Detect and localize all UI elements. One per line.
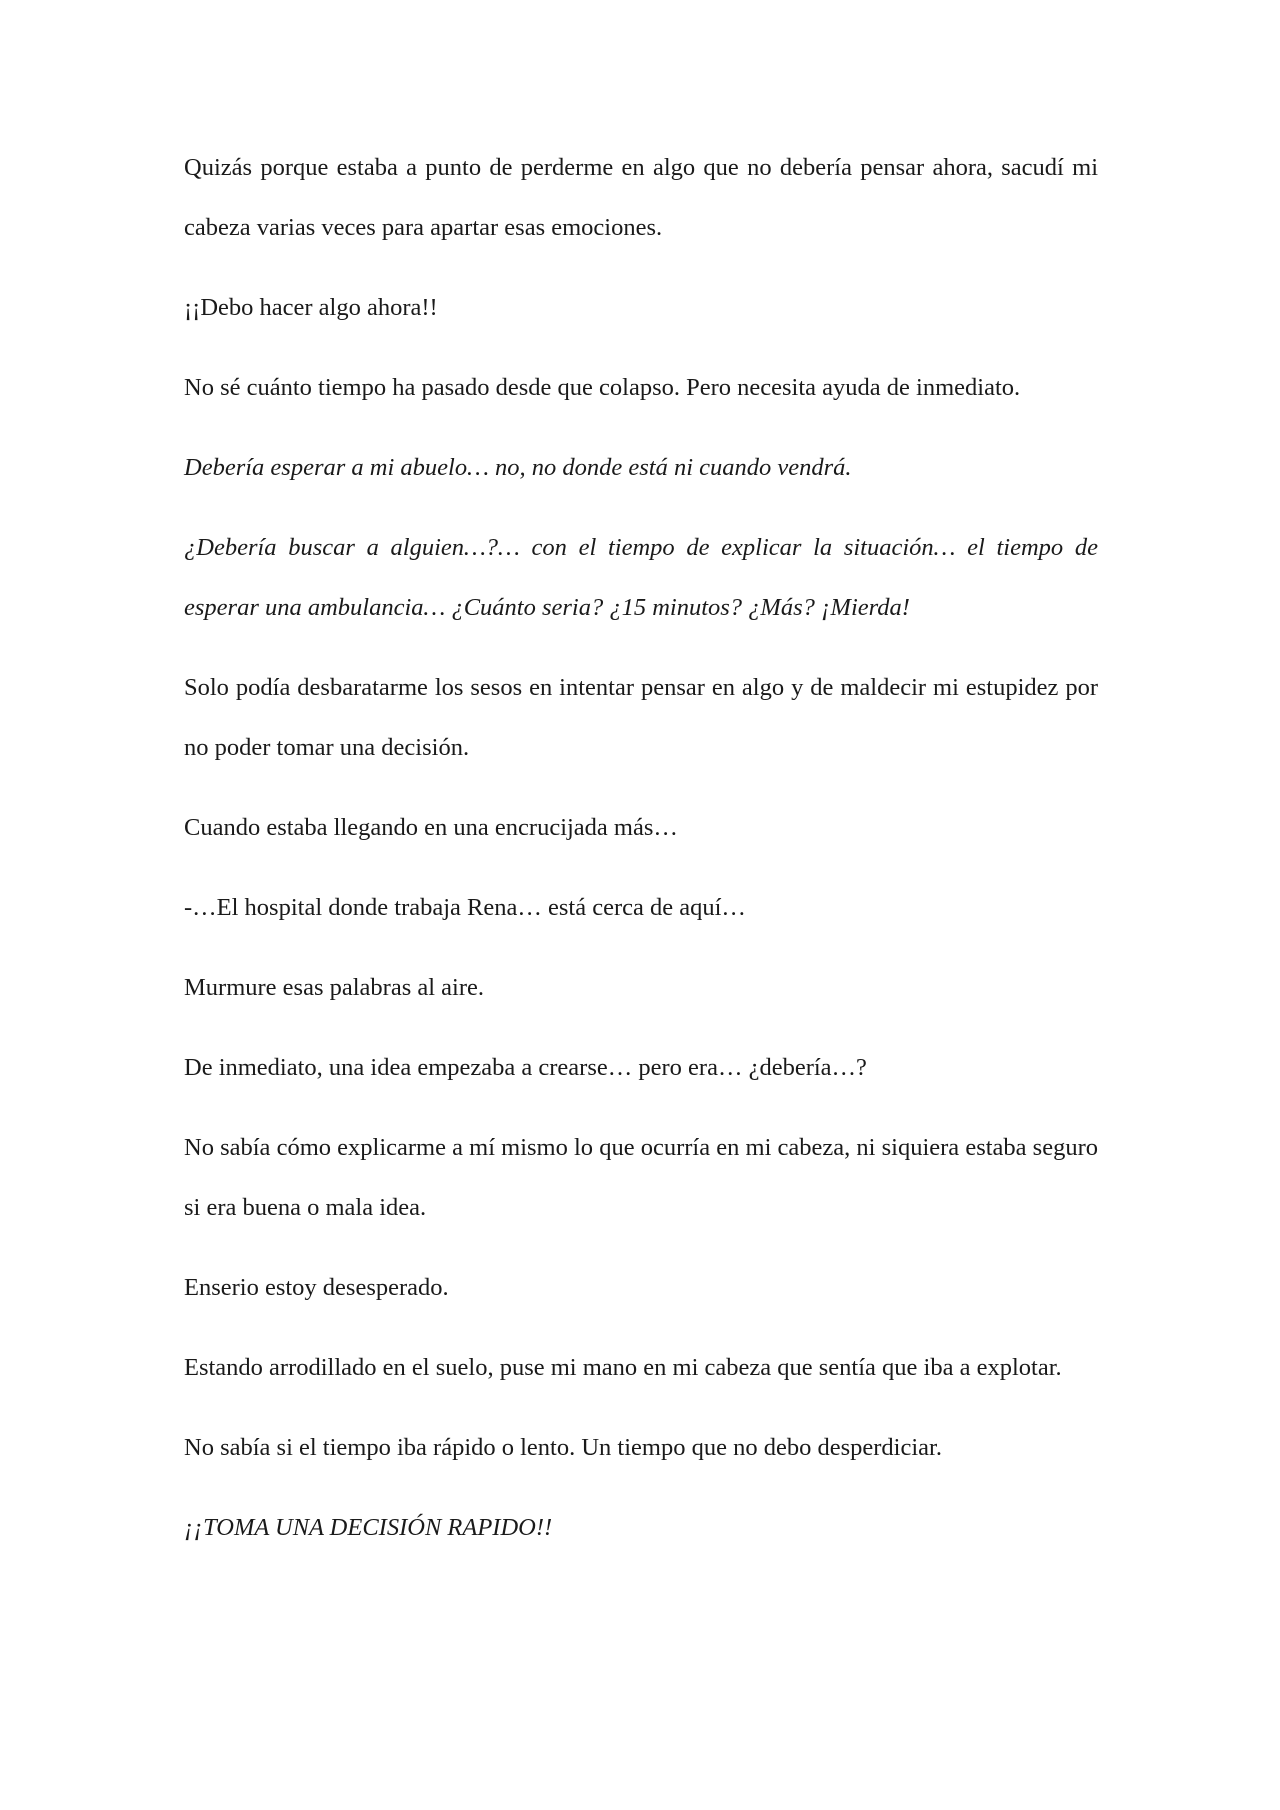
paragraph-10: De inmediato, una idea empezaba a crearse… pero era… ¿debería…?: [184, 1054, 867, 1081]
paragraph-7: Cuando estaba llegando en una encrucijada más…: [184, 814, 678, 841]
paragraph-8: -…El hospital donde trabaja Rena… está cerca de aquí…: [184, 894, 746, 921]
paragraph-14: No sabía si el tiempo iba rápido o lento. Un tiempo que no debo desperdiciar.: [184, 1434, 942, 1461]
paragraph-12: Enserio estoy desesperado.: [184, 1274, 449, 1301]
paragraph-6: Solo podía desbaratarme los sesos en intentar pensar en algo y de maldecir mi estupidez por no poder tomar una decisión.: [184, 674, 1098, 761]
paragraph-11: No sabía cómo explicarme a mí mismo lo que ocurría en mi cabeza, ni siquiera estaba seguro si era buena o mala idea.: [184, 1134, 1098, 1221]
paragraph-15: ¡¡TOMA UNA DECISIÓN RAPIDO!!: [184, 1514, 553, 1541]
paragraph-5: ¿Debería buscar a alguien…?… con el tiempo de explicar la situación… el tiempo de esperar una ambulancia… ¿Cuánto seria? ¿15 minutos? ¿Más? ¡Mierda!: [184, 534, 1098, 621]
paragraph-9: Murmure esas palabras al aire.: [184, 974, 484, 1001]
paragraph-3: No sé cuánto tiempo ha pasado desde que colapso. Pero necesita ayuda de inmediato.: [184, 374, 1021, 401]
document-body: [184, 138, 1098, 1558]
paragraph-4: Debería esperar a mi abuelo… no, no donde está ni cuando vendrá.: [184, 454, 852, 481]
paragraph-13: Estando arrodillado en el suelo, puse mi mano en mi cabeza que sentía que iba a explotar.: [184, 1354, 1062, 1381]
paragraph-1: Quizás porque estaba a punto de perderme en algo que no debería pensar ahora, sacudí mi cabeza varias veces para apartar esas emociones.: [184, 154, 1098, 241]
paragraph-2: ¡¡Debo hacer algo ahora!!: [184, 294, 438, 321]
